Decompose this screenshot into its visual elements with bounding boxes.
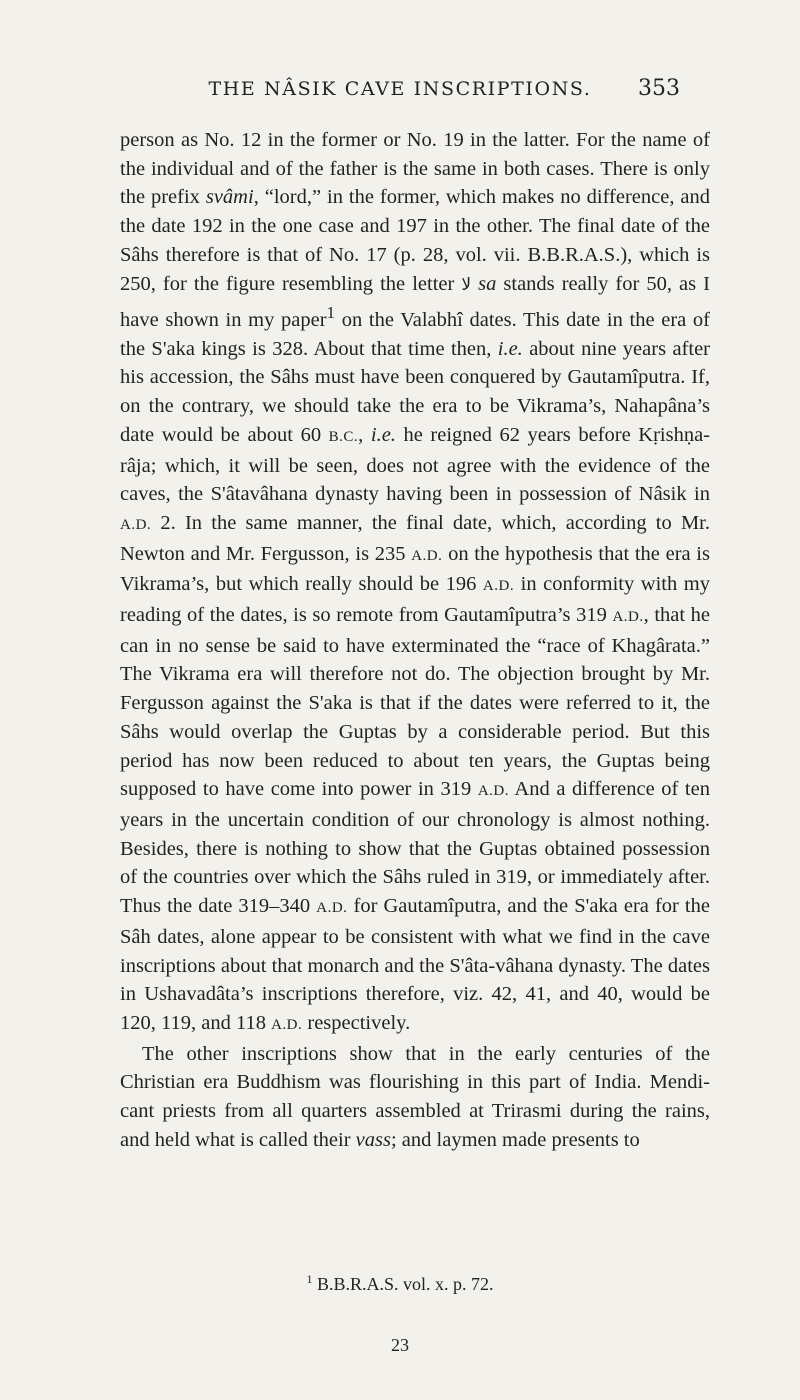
page-header <box>0 76 800 106</box>
small-caps-text: A.D. <box>316 900 348 917</box>
text-run: he reigned 62 years before Kṛishṇa-râja; which, it will be seen, does not agree with the evidence of the caves, the S'âtavâhana dynasty having been in possession of Nâsik in <box>120 423 711 506</box>
text-run: ; and laymen made presents to <box>390 1128 640 1151</box>
paragraph <box>120 126 710 1040</box>
footnote-text: B.B.R.A.S. vol. x. p. 72. <box>312 1274 494 1294</box>
text-run: person as No. 12 in the former or No. 19 in the latter. For the name of the individual and of the father is the same in both cases. There is only the prefix <box>120 129 710 209</box>
text-run: , <box>358 423 371 446</box>
footnote-reference: 1 <box>326 303 336 323</box>
italic-text: i.e. <box>370 423 396 446</box>
text-run: about nine years after his accession, the Sâhs must have been conquered by Gautamîputra. If, on the contrary, we should take the era to be Vikrama’s, Nahapâna’s date would be about 60 <box>120 337 710 446</box>
text-run: stands really for 50, as I have shown in my paper <box>120 272 711 332</box>
text-run: in conformity with my reading of the dates, is so remote from Gautamîputra’s 319 <box>120 573 710 627</box>
small-caps-text: A.D. <box>271 1016 303 1033</box>
arabic-letter: ﻻ <box>461 274 472 295</box>
italic-text: i.e. <box>497 337 523 360</box>
small-caps-text: A.D. <box>612 609 644 626</box>
small-caps-text: A.D. <box>477 783 509 800</box>
text-run: respectively. <box>302 1011 411 1034</box>
body-text <box>120 126 710 1154</box>
text-run: for Gautamîputra, and the S'aka era for the Sâh dates, alone appear to be consistent with what we find in the cave inscriptions about that monarch and the S'âta-vâhana dynasty. The dates in Ushavadâta’s inscriptions therefore, viz. 42, 41, and 40, would be 120, 119, and 118 <box>120 895 710 1034</box>
small-caps-text: A.D. <box>120 516 152 533</box>
page-number: 353 <box>638 76 680 101</box>
italic-text: vass <box>355 1128 391 1151</box>
italic-text: sa <box>478 272 497 295</box>
italic-text: svâmi <box>205 186 254 209</box>
running-title: THE NÂSIK CAVE INSCRIPTIONS. <box>208 78 592 100</box>
small-caps-text: A.D. <box>482 578 515 595</box>
paragraph <box>120 1040 710 1155</box>
text-run: The other inscriptions show that in the early centuries of the Christian era Buddhism was flourishing in this part of India. Mendi-cant priests from all quarters assembled at Trirasmi during the rains, and held what is called their <box>120 1042 710 1151</box>
text-run: And a difference of ten years in the uncertain condition of our chronology is almost nothing. Besides, there is nothing to show that the Guptas obtained possession of the countries over which the Sâhs ruled in 319, or immediately after. Thus the date 319–340 <box>120 778 710 918</box>
text-run: , that he can in no sense be said to have exterminated the “race of Khagârata.” The Vikrama era will therefore not do. The objection brought by Mr. Fergusson against the S'aka is that if the dates were referred to it, the Sâhs would overlap the Guptas by a considerable period. But this period has now been reduced to about ten years, the Guptas being supposed to have come into power in 319 <box>120 604 711 801</box>
footnote-marker: 1 <box>306 1272 313 1286</box>
small-caps-text: B.C. <box>328 428 359 445</box>
signature-mark: 23 <box>391 1335 409 1355</box>
text-run: on the hypothesis that the era is Vikrama’s, but which really should be 196 <box>120 542 710 596</box>
text-run: on the Valabhî dates. This date in the era of the S'aka kings is 328. About that time then, <box>120 309 710 360</box>
footnote <box>0 1272 800 1295</box>
text-run: , “lord,” in the former, which makes no difference, and the date 192 in the one case and 197 in the other. The final date of the Sâhs therefore is that of No. 17 (p. 28, vol. vii. B.B.R.A.S.), which is 250, for the figure resembling the letter <box>120 186 710 295</box>
text-run: 2. In the same manner, the final date, which, according to Mr. Newton and Mr. Fergusson, is 235 <box>120 511 710 565</box>
small-caps-text: A.D. <box>411 547 443 564</box>
